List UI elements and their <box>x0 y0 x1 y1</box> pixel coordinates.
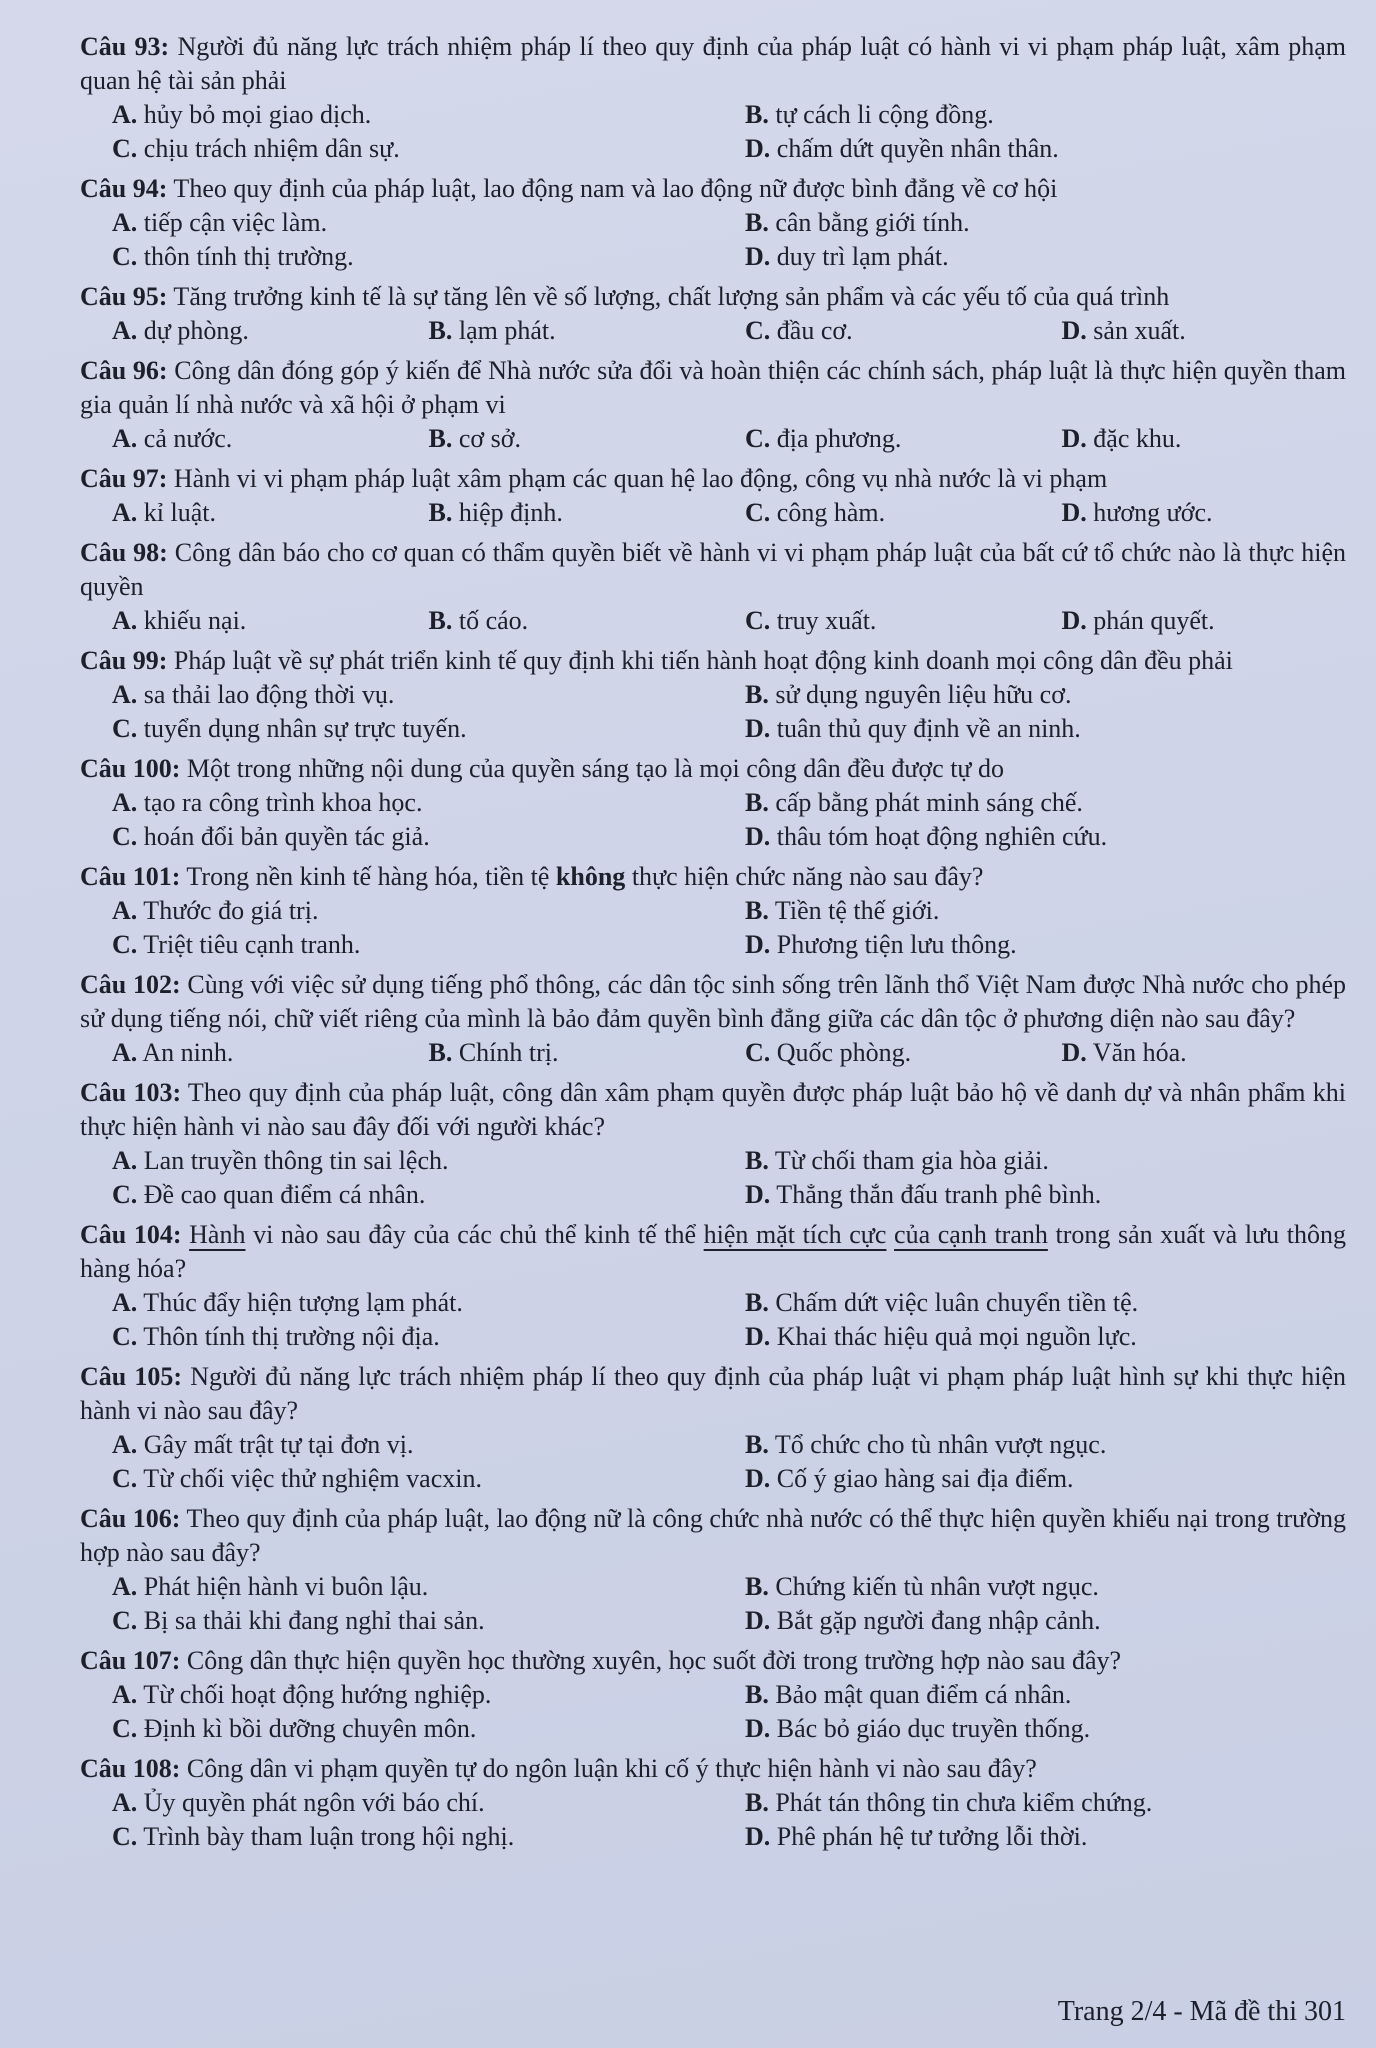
question-text: Pháp luật về sự phát triển kinh tế quy định khi tiến hành hoạt động kinh doanh mọi công dân đều phải <box>167 646 1233 675</box>
option-letter: C. <box>112 1322 138 1351</box>
question-stem <box>80 644 1346 678</box>
option-letter: A. <box>112 606 138 635</box>
answer-option <box>80 1786 713 1820</box>
option-letter: D. <box>745 822 771 851</box>
answer-options <box>80 786 1346 854</box>
question-stem <box>80 1644 1346 1678</box>
question-number: Câu 101: <box>80 862 181 891</box>
option-text: địa phương. <box>770 424 902 453</box>
option-letter: D. <box>745 1464 771 1493</box>
question-number: Câu 106: <box>80 1504 181 1533</box>
option-letter: A. <box>112 1288 138 1317</box>
answer-option <box>713 928 1346 962</box>
question-text: Theo quy định của pháp luật, công dân xâm phạm quyền được pháp luật bảo hộ về danh dự và nhân phẩm khi thực hiện hành vi nào sau đây đối với người khác? <box>80 1078 1346 1141</box>
option-text: An ninh. <box>137 1038 234 1067</box>
question-number: Câu 105: <box>80 1362 183 1391</box>
option-text: sa thải lao động thời vụ. <box>137 680 395 709</box>
option-text: tiếp cận việc làm. <box>137 208 328 237</box>
question-number: Câu 103: <box>80 1078 182 1107</box>
option-text: Thôn tính thị trường nội địa. <box>137 1322 440 1351</box>
answer-option <box>397 604 714 638</box>
answer-option <box>713 422 1030 456</box>
option-letter: A. <box>112 1038 138 1067</box>
question-text: trong sản xuất và lưu thông hàng hóa? <box>80 1220 1346 1283</box>
option-letter: A. <box>112 680 138 709</box>
question-text: Theo quy định của pháp luật, lao động nữ là công chức nhà nước có thể thực hiện quyền khiếu nại trong trường hợp nào sau đây? <box>80 1504 1346 1567</box>
answer-options <box>80 1786 1346 1854</box>
option-text: duy trì lạm phát. <box>770 242 949 271</box>
answer-option <box>80 98 713 132</box>
question-text: Tăng trưởng kinh tế là sự tăng lên về số lượng, chất lượng sản phẩm và các yếu tố của quá trình <box>167 282 1170 311</box>
option-text: Phát tán thông tin chưa kiểm chứng. <box>768 1788 1153 1817</box>
question-number: Câu 93: <box>80 32 170 61</box>
answer-option <box>713 1036 1030 1070</box>
answer-options <box>80 496 1346 530</box>
option-text: Tổ chức cho tù nhân vượt ngục. <box>768 1430 1107 1459</box>
answer-options <box>80 1570 1346 1638</box>
question-text: Công dân đóng góp ý kiến để Nhà nước sửa đổi và hoàn thiện các chính sách, pháp luật là thực hiện quyền tham gia quản lí nhà nước và xã hội ở phạm vi <box>80 356 1346 419</box>
option-text: cơ sở. <box>452 424 521 453</box>
question <box>80 644 1346 746</box>
option-text: truy xuất. <box>770 606 877 635</box>
answer-option <box>1030 496 1347 530</box>
question-stem <box>80 30 1346 98</box>
option-text: cân bằng giới tính. <box>768 208 970 237</box>
answer-option <box>80 712 713 746</box>
option-letter: C. <box>112 930 138 959</box>
answer-options <box>80 678 1346 746</box>
question-number: Câu 98: <box>80 538 168 567</box>
question-text: Trong nền kinh tế hàng hóa, tiền tệ <box>180 862 556 891</box>
question <box>80 1076 1346 1212</box>
option-letter: A. <box>112 424 138 453</box>
option-letter: C. <box>745 606 771 635</box>
option-letter: A. <box>112 1572 138 1601</box>
underlined-text: hiện mặt tích cực <box>703 1220 887 1249</box>
option-letter: B. <box>745 680 769 709</box>
option-letter: D. <box>1061 316 1087 345</box>
option-letter: D. <box>1061 498 1087 527</box>
option-text: Bác bỏ giáo dục truyền thống. <box>770 1714 1091 1743</box>
question-text: Công dân báo cho cơ quan có thẩm quyền biết về hành vi vi phạm pháp luật của bất cứ tổ chức nào là thực hiện quyền <box>80 538 1346 601</box>
question-number: Câu 104: <box>80 1220 182 1249</box>
answer-option <box>713 1144 1346 1178</box>
answer-options <box>80 422 1346 456</box>
question-text: Công dân thực hiện quyền học thường xuyên, học suốt đời trong trường hợp nào sau đây? <box>180 1646 1122 1675</box>
answer-option <box>80 820 713 854</box>
question <box>80 280 1346 348</box>
question <box>80 860 1346 962</box>
option-letter: C. <box>112 1714 138 1743</box>
question <box>80 968 1346 1070</box>
question-stem <box>80 1218 1346 1286</box>
option-text: Bị sa thải khi đang nghỉ thai sản. <box>137 1606 485 1635</box>
option-letter: B. <box>745 1680 769 1709</box>
answer-option <box>713 1712 1346 1746</box>
option-letter: B. <box>428 316 453 345</box>
option-letter: D. <box>745 1714 771 1743</box>
answer-option <box>713 1462 1346 1496</box>
option-letter: D. <box>745 714 771 743</box>
answer-option <box>1030 604 1347 638</box>
option-text: tố cáo. <box>452 606 529 635</box>
option-letter: C. <box>112 714 138 743</box>
option-text: kỉ luật. <box>137 498 216 527</box>
question-text: Công dân vi phạm quyền tự do ngôn luận khi cố ý thực hiện hành vi nào sau đây? <box>180 1754 1037 1783</box>
answer-option <box>1030 314 1347 348</box>
answer-option <box>713 1286 1346 1320</box>
question-stem <box>80 860 1346 894</box>
option-text: đầu cơ. <box>770 316 853 345</box>
answer-option <box>80 422 397 456</box>
question-stem <box>80 752 1346 786</box>
option-text: Chứng kiến tù nhân vượt ngục. <box>768 1572 1099 1601</box>
answer-option <box>80 1604 713 1638</box>
option-text: phán quyết. <box>1086 606 1215 635</box>
answer-option <box>80 928 713 962</box>
option-text: khiếu nại. <box>137 606 247 635</box>
option-letter: D. <box>745 1606 771 1635</box>
option-text: Bắt gặp người đang nhập cảnh. <box>770 1606 1101 1635</box>
answer-option <box>397 1036 714 1070</box>
option-text: tuân thủ quy định về an ninh. <box>770 714 1081 743</box>
question-number: Câu 100: <box>80 754 181 783</box>
option-text: Quốc phòng. <box>770 1038 912 1067</box>
option-text: sử dụng nguyên liệu hữu cơ. <box>768 680 1072 709</box>
answer-option <box>713 1570 1346 1604</box>
option-letter: A. <box>112 1788 138 1817</box>
answer-option <box>713 1604 1346 1638</box>
question <box>80 1218 1346 1354</box>
option-text: Định kì bồi dưỡng chuyên môn. <box>137 1714 477 1743</box>
option-text: tự cách li cộng đồng. <box>768 100 994 129</box>
option-letter: C. <box>745 316 771 345</box>
option-letter: C. <box>112 242 138 271</box>
option-letter: C. <box>745 424 771 453</box>
answer-option <box>713 1786 1346 1820</box>
answer-option <box>713 1428 1346 1462</box>
answer-option <box>397 496 714 530</box>
answer-options <box>80 1286 1346 1354</box>
option-letter: C. <box>112 1180 138 1209</box>
answer-option <box>713 1320 1346 1354</box>
question-text: thực hiện chức năng nào sau đây? <box>625 862 984 891</box>
option-letter: B. <box>745 1430 769 1459</box>
option-text: Phát hiện hành vi buôn lậu. <box>137 1572 429 1601</box>
answer-option <box>80 1036 397 1070</box>
option-letter: B. <box>428 498 453 527</box>
answer-option <box>80 604 397 638</box>
option-text: Thúc đẩy hiện tượng lạm phát. <box>137 1288 463 1317</box>
answer-options <box>80 894 1346 962</box>
option-letter: B. <box>745 1288 769 1317</box>
option-text: Cố ý giao hàng sai địa điểm. <box>770 1464 1074 1493</box>
answer-option <box>713 240 1346 274</box>
option-text: chấm dứt quyền nhân thân. <box>770 134 1059 163</box>
option-letter: D. <box>745 1180 771 1209</box>
option-text: thôn tính thị trường. <box>137 242 354 271</box>
question-text: Một trong những nội dung của quyền sáng tạo là mọi công dân đều được tự do <box>180 754 1005 783</box>
answer-option <box>80 206 713 240</box>
option-text: Bảo mật quan điểm cá nhân. <box>768 1680 1072 1709</box>
option-letter: A. <box>112 1430 138 1459</box>
option-text: lạm phát. <box>452 316 556 345</box>
option-letter: D. <box>745 1322 771 1351</box>
answer-option <box>80 1286 713 1320</box>
option-letter: D. <box>1061 424 1087 453</box>
page-footer: Trang 2/4 - Mã đề thi 301 <box>1057 1996 1346 2027</box>
option-text: Chấm dứt việc luân chuyển tiền tệ. <box>768 1288 1139 1317</box>
answer-option <box>713 604 1030 638</box>
answer-options <box>80 206 1346 274</box>
answer-option <box>713 1820 1346 1854</box>
answer-option <box>713 132 1346 166</box>
answer-option <box>80 1712 713 1746</box>
option-letter: A. <box>112 1146 138 1175</box>
option-text: Lan truyền thông tin sai lệch. <box>137 1146 449 1175</box>
option-letter: D. <box>745 134 771 163</box>
question-number: Câu 99: <box>80 646 168 675</box>
question <box>80 536 1346 638</box>
question-number: Câu 102: <box>80 970 181 999</box>
answer-option <box>1030 1036 1347 1070</box>
option-text: Thước đo giá trị. <box>137 896 319 925</box>
question-text: Hành vi vi phạm pháp luật xâm phạm các quan hệ lao động, công vụ nhà nước là vi phạm <box>167 464 1108 493</box>
option-letter: D. <box>745 1822 771 1851</box>
answer-options <box>80 98 1346 166</box>
answer-option <box>397 314 714 348</box>
answer-option <box>80 240 713 274</box>
option-text: tạo ra công trình khoa học. <box>137 788 423 817</box>
question <box>80 1644 1346 1746</box>
question-emphasis: không <box>555 862 626 891</box>
question-stem <box>80 536 1346 604</box>
option-text: Thẳng thắn đấu tranh phê bình. <box>770 1180 1102 1209</box>
question <box>80 172 1346 274</box>
option-letter: C. <box>112 1606 138 1635</box>
answer-option <box>713 820 1346 854</box>
answer-option <box>713 678 1346 712</box>
option-letter: B. <box>745 1788 769 1817</box>
answer-option <box>80 786 713 820</box>
question <box>80 1502 1346 1638</box>
answer-option <box>713 786 1346 820</box>
question-number: Câu 95: <box>80 282 168 311</box>
question-stem <box>80 1752 1346 1786</box>
question <box>80 1360 1346 1496</box>
answer-option <box>713 496 1030 530</box>
answer-option <box>80 1462 713 1496</box>
answer-option <box>80 1178 713 1212</box>
answer-option <box>713 894 1346 928</box>
option-text: Văn hóa. <box>1086 1038 1187 1067</box>
question-number: Câu 94: <box>80 174 168 203</box>
option-text: Triệt tiêu cạnh tranh. <box>137 930 361 959</box>
underlined-text: của cạnh tranh <box>894 1220 1048 1249</box>
answer-option <box>397 422 714 456</box>
option-letter: C. <box>112 1464 138 1493</box>
answer-options <box>80 1428 1346 1496</box>
answer-option <box>713 1178 1346 1212</box>
option-letter: C. <box>112 1822 138 1851</box>
question <box>80 462 1346 530</box>
answer-option <box>1030 422 1347 456</box>
option-text: Chính trị. <box>452 1038 559 1067</box>
option-letter: A. <box>112 100 138 129</box>
answer-option <box>80 496 397 530</box>
option-text: tuyển dụng nhân sự trực tuyến. <box>137 714 467 743</box>
option-letter: A. <box>112 788 138 817</box>
option-letter: C. <box>112 134 138 163</box>
question-text: Theo quy định của pháp luật, lao động nam và lao động nữ được bình đẳng về cơ hội <box>167 174 1058 203</box>
answer-option <box>713 712 1346 746</box>
option-text: dự phòng. <box>137 316 249 345</box>
answer-option <box>713 206 1346 240</box>
option-text: sản xuất. <box>1086 316 1186 345</box>
question-stem <box>80 280 1346 314</box>
answer-option <box>80 1570 713 1604</box>
option-letter: B. <box>745 100 769 129</box>
question-stem <box>80 1076 1346 1144</box>
question-list <box>80 30 1346 1854</box>
option-letter: B. <box>745 896 769 925</box>
option-text: đặc khu. <box>1086 424 1182 453</box>
answer-option <box>80 1320 713 1354</box>
option-letter: D. <box>745 930 771 959</box>
answer-options <box>80 314 1346 348</box>
option-letter: B. <box>745 788 769 817</box>
answer-options <box>80 1678 1346 1746</box>
answer-option <box>713 98 1346 132</box>
underlined-text: Hành <box>189 1220 246 1249</box>
answer-option <box>80 678 713 712</box>
option-letter: B. <box>745 1146 769 1175</box>
question-number: Câu 107: <box>80 1646 181 1675</box>
question <box>80 354 1346 456</box>
question-stem <box>80 1502 1346 1570</box>
answer-option <box>80 1428 713 1462</box>
answer-option <box>80 1678 713 1712</box>
question-stem <box>80 172 1346 206</box>
option-text: Từ chối việc thử nghiệm vacxin. <box>137 1464 482 1493</box>
option-text: Ủy quyền phát ngôn với báo chí. <box>137 1788 485 1817</box>
question-text: vi nào sau đây của các chủ thể kinh tế thể <box>245 1220 704 1249</box>
question-stem <box>80 462 1346 496</box>
option-text: Phê phán hệ tư tưởng lỗi thời. <box>770 1822 1088 1851</box>
option-letter: B. <box>745 208 769 237</box>
answer-options <box>80 1036 1346 1070</box>
option-letter: C. <box>745 498 771 527</box>
question-text: Cùng với việc sử dụng tiếng phổ thông, các dân tộc sinh sống trên lãnh thổ Việt Nam được Nhà nước cho phép sử dụng tiếng nói, chữ viết riêng của mình là bảo đảm quyền bình đẳng giữa các dân tộc ở phương diện nào sau đây? <box>80 970 1346 1033</box>
question <box>80 752 1346 854</box>
question-text: Người đủ năng lực trách nhiệm pháp lí theo quy định của pháp luật có hành vi vi phạm pháp luật, xâm phạm quan hệ tài sản phải <box>80 32 1346 95</box>
option-letter: C. <box>745 1038 771 1067</box>
answer-option <box>713 314 1030 348</box>
option-text: công hàm. <box>770 498 886 527</box>
answer-option <box>713 1678 1346 1712</box>
option-text: hủy bỏ mọi giao dịch. <box>137 100 372 129</box>
question-number: Câu 108: <box>80 1754 181 1783</box>
option-text: hương ước. <box>1086 498 1213 527</box>
answer-options <box>80 1144 1346 1212</box>
option-text: Tiền tệ thế giới. <box>768 896 940 925</box>
question-number: Câu 96: <box>80 356 168 385</box>
option-letter: A. <box>112 1680 138 1709</box>
option-text: thâu tóm hoạt động nghiên cứu. <box>770 822 1108 851</box>
option-letter: B. <box>428 1038 453 1067</box>
answer-option <box>80 1144 713 1178</box>
option-text: Khai thác hiệu quả mọi nguồn lực. <box>770 1322 1137 1351</box>
question <box>80 30 1346 166</box>
option-text: cấp bằng phát minh sáng chế. <box>768 788 1083 817</box>
question-text <box>886 1220 894 1249</box>
question <box>80 1752 1346 1854</box>
answer-option <box>80 894 713 928</box>
question-stem <box>80 354 1346 422</box>
question-number: Câu 97: <box>80 464 168 493</box>
option-letter: D. <box>1061 606 1087 635</box>
option-letter: A. <box>112 208 138 237</box>
option-text: Từ chối tham gia hòa giải. <box>768 1146 1049 1175</box>
option-text: chịu trách nhiệm dân sự. <box>137 134 400 163</box>
question-stem <box>80 968 1346 1036</box>
option-text: Gây mất trật tự tại đơn vị. <box>137 1430 414 1459</box>
option-text: Trình bày tham luận trong hội nghị. <box>137 1822 515 1851</box>
option-letter: D. <box>745 242 771 271</box>
option-letter: A. <box>112 316 138 345</box>
option-text: Phương tiện lưu thông. <box>770 930 1017 959</box>
option-text: hiệp định. <box>452 498 563 527</box>
option-letter: B. <box>428 606 453 635</box>
option-letter: A. <box>112 498 138 527</box>
answer-option <box>80 314 397 348</box>
option-letter: A. <box>112 896 138 925</box>
answer-option <box>80 132 713 166</box>
question-stem <box>80 1360 1346 1428</box>
option-text: Từ chối hoạt động hướng nghiệp. <box>137 1680 492 1709</box>
option-letter: B. <box>428 424 453 453</box>
answer-options <box>80 604 1346 638</box>
question-text: Người đủ năng lực trách nhiệm pháp lí theo quy định của pháp luật vi phạm pháp luật hình sự khi thực hiện hành vi nào sau đây? <box>80 1362 1346 1425</box>
option-text: Đề cao quan điểm cá nhân. <box>137 1180 426 1209</box>
option-text: hoán đổi bản quyền tác giả. <box>137 822 430 851</box>
option-letter: B. <box>745 1572 769 1601</box>
answer-option <box>80 1820 713 1854</box>
option-letter: C. <box>112 822 138 851</box>
option-letter: D. <box>1061 1038 1087 1067</box>
option-text: cả nước. <box>137 424 233 453</box>
